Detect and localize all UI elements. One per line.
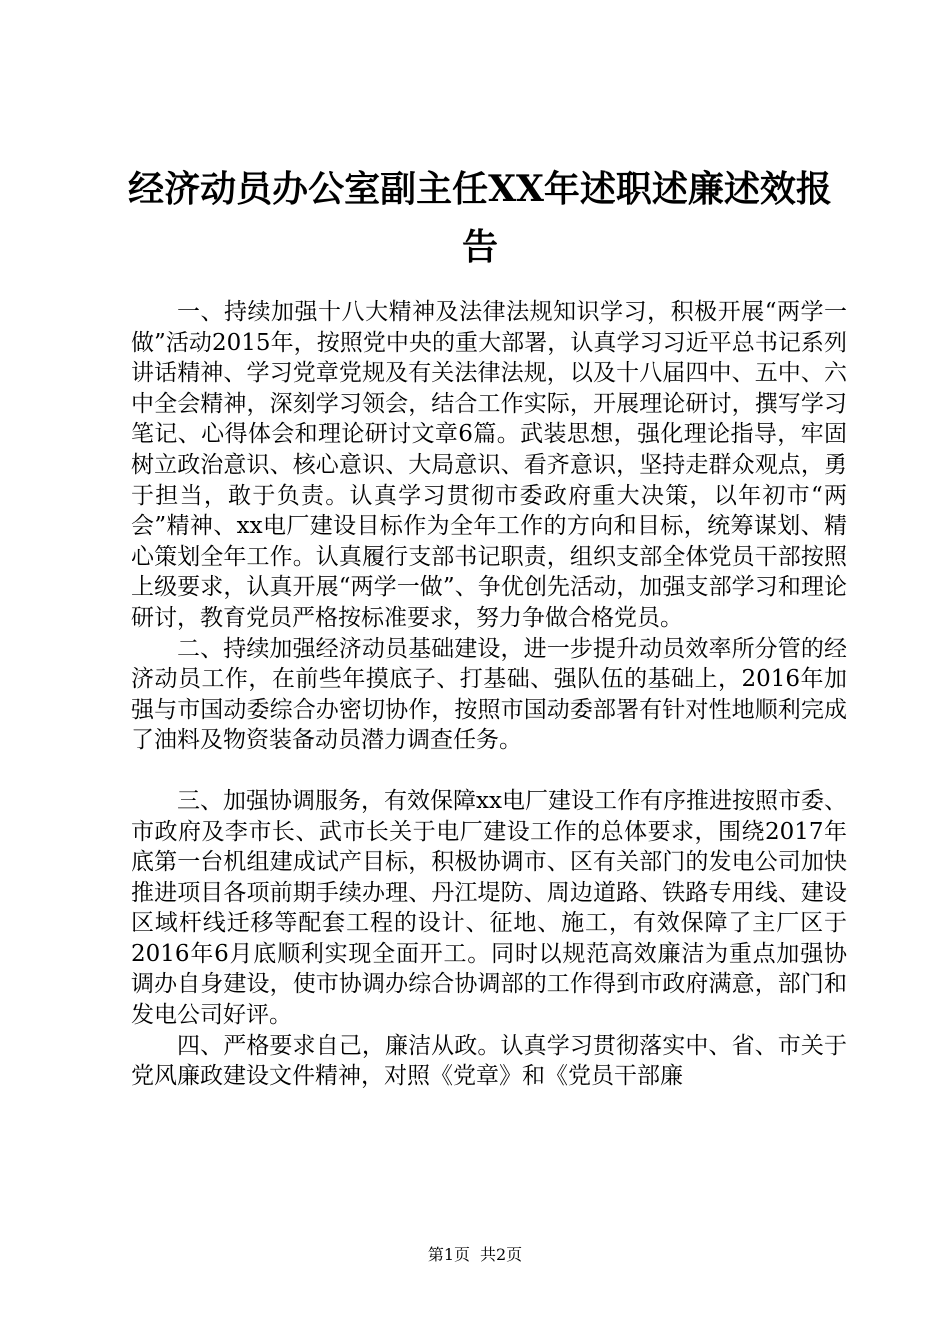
paragraph-4: 四、严格要求自己，廉洁从政。认真学习贯彻落实中、省、市关于党风廉政建设文件精神，对照《党章》和《党员干部廉 <box>131 1032 847 1090</box>
paragraph-3: 三、加强协调服务，有效保障xx电厂建设工作有序推进按照市委、市政府及李市长、武市长关于电厂建设工作的总体要求，围绕2017年底第一台机组建成试产目标，积极协调市、区有关部门的发电公司加快推进项目各项前期手续办理、丹江堤防、周边道路、铁路专用线、建设区域杆线迁移等配套工程的设计、征地、施工，有效保障了主厂区于2016年6月底顺利实现全面开工。同时以规范高效廉洁为重点加强协调办自身建设，使市协调办综合协调部的工作得到市政府满意，部门和发电公司好评。 <box>131 787 847 1029</box>
document-title: 经济动员办公室副主任XX年述职述廉述效报告 <box>128 168 832 268</box>
page-footer <box>0 1244 950 1266</box>
page-total: 共2页 <box>480 1245 523 1264</box>
paragraph-2: 二、持续加强经济动员基础建设，进一步提升动员效率所分管的经济动员工作，在前些年摸底子、打基础、强队伍的基础上，2016年加强与市国动委综合办密切协作，按照市国动委部署有针对性地顺利完成了油料及物资装备动员潜力调查任务。 <box>131 635 847 754</box>
page-number: 第1页 <box>427 1245 470 1264</box>
paragraph-1: 一、持续加强十八大精神及法律法规知识学习，积极开展“两学一做”活动2015年，按照党中央的重大部署，认真学习习近平总书记系列讲话精神、学习党章党规及有关法律法规，以及十八届四中、五中、六中全会精神，深刻学习领会，结合工作实际，开展理论研讨，撰写学习笔记、心得体会和理论研讨文章6篇。武装思想，强化理论指导，牢固树立政治意识、核心意识、大局意识、看齐意识，坚持走群众观点，勇于担当，敢于负责。认真学习贯彻市委政府重大决策，以年初市“两会”精神、xx电厂建设目标作为全年工作的方向和目标，统筹谋划、精心策划全年工作。认真履行支部书记职责，组织支部全体党员干部按照上级要求，认真开展“两学一做”、争优创先活动，加强支部学习和理论研讨，教育党员严格按标准要求，努力争做合格党员。 <box>131 299 847 631</box>
document-body <box>131 297 847 1092</box>
